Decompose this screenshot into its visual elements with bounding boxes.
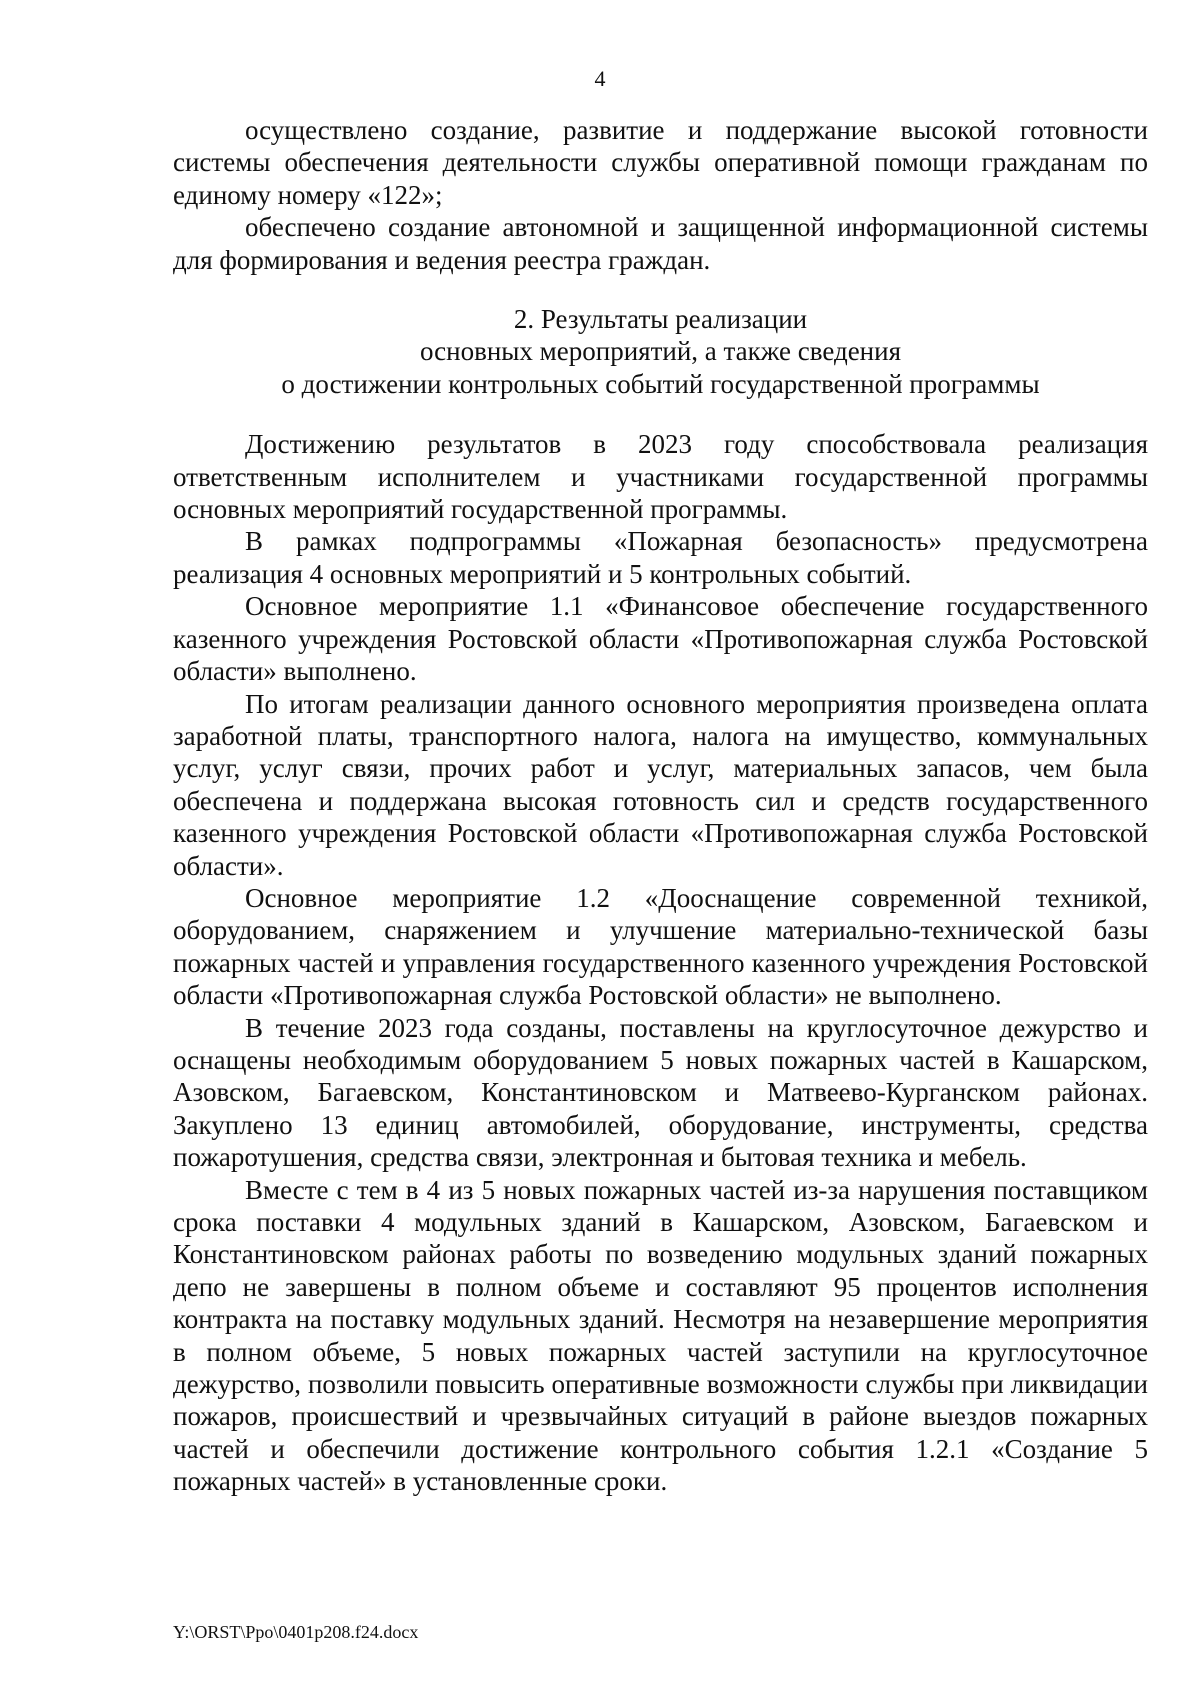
section-heading-line-2: основных мероприятий, а также сведения	[419, 336, 902, 367]
footer-file-path: Y:\ORST\Ppo\0401p208.f24.docx	[173, 1622, 419, 1642]
page-number: 4	[594, 66, 606, 91]
paragraph-results: Достижению результатов в 2023 году способствовала реализация ответственным исполнителем и участниками государственной программы основных мероприятий государственной программы.	[173, 429, 1148, 525]
section-heading-line-1: 2. Результаты реализации	[513, 304, 808, 335]
paragraph-subprogram: В рамках подпрограммы «Пожарная безопасность» предусмотрена реализация 4 основных мероприятий и 5 контрольных событий.	[173, 526, 1148, 589]
paragraph-measure-1-1: Основное мероприятие 1.1 «Финансовое обеспечение государственного казенного учреждения Ростовской области «Противопожарная служба Ростовской области» выполнено.	[173, 591, 1148, 687]
document-body	[173, 114, 1148, 1498]
paragraph-measure-1-2: Основное мероприятие 1.2 «Дооснащение современной техникой, оборудованием, снаряжением и улучшение материально-технической базы пожарных частей и управления государственного казенного учреждения Ростовской области «Противопожарная служба Ростовской области» не выполнено.	[173, 882, 1148, 1011]
paragraph-top-1: осуществлено создание, развитие и поддержание высокой готовности системы обеспечения деятельности службы оперативной помощи гражданам по единому номеру «122»;	[173, 115, 1148, 210]
section-heading	[173, 303, 1148, 400]
paragraph-modular-buildings: Вместе с тем в 4 из 5 новых пожарных частей из-за нарушения поставщиком срока поставки 4 модульных зданий в Кашарском, Азовском, Багаевском и Константиновском районах работы по возведению модульных зданий пожарных депо не завершены в полном объеме и составляют 95 процентов исполнения контракта на поставку модульных зданий. Несмотря на незавершение мероприятия в полном объеме, 5 новых пожарных частей заступили на круглосуточное дежурство, позволили повысить оперативные возможности службы при ликвидации пожаров, происшествий и чрезвычайных ситуаций в районе выездов пожарных частей и обеспечили достижение контрольного события 1.2.1 «Создание 5 пожарных частей» в установленные сроки.	[173, 1174, 1148, 1497]
section-heading-line-3: о достижении контрольных событий государственной программы	[281, 368, 1040, 399]
paragraph-new-fire-stations: В течение 2023 года созданы, поставлены на круглосуточное дежурство и оснащены необходимым оборудованием 5 новых пожарных частей в Кашарском, Азовском, Багаевском, Константиновском и Матвеево-Курганском районах. Закуплено 13 единиц автомобилей, оборудование, инструменты, средства пожаротушения, средства связи, электронная и бытовая техника и мебель.	[173, 1012, 1148, 1173]
paragraph-measure-1-1-results: По итогам реализации данного основного мероприятия произведена оплата заработной платы, транспортного налога, налога на имущество, коммунальных услуг, услуг связи, прочих работ и услуг, материальных запасов, чем была обеспечена и поддержана высокая готовность сил и средств государственного казенного учреждения Ростовской области «Противопожарная служба Ростовской области».	[173, 688, 1148, 881]
paragraph-top-2: обеспечено создание автономной и защищенной информационной системы для формирования и ведения реестра граждан.	[173, 212, 1148, 275]
